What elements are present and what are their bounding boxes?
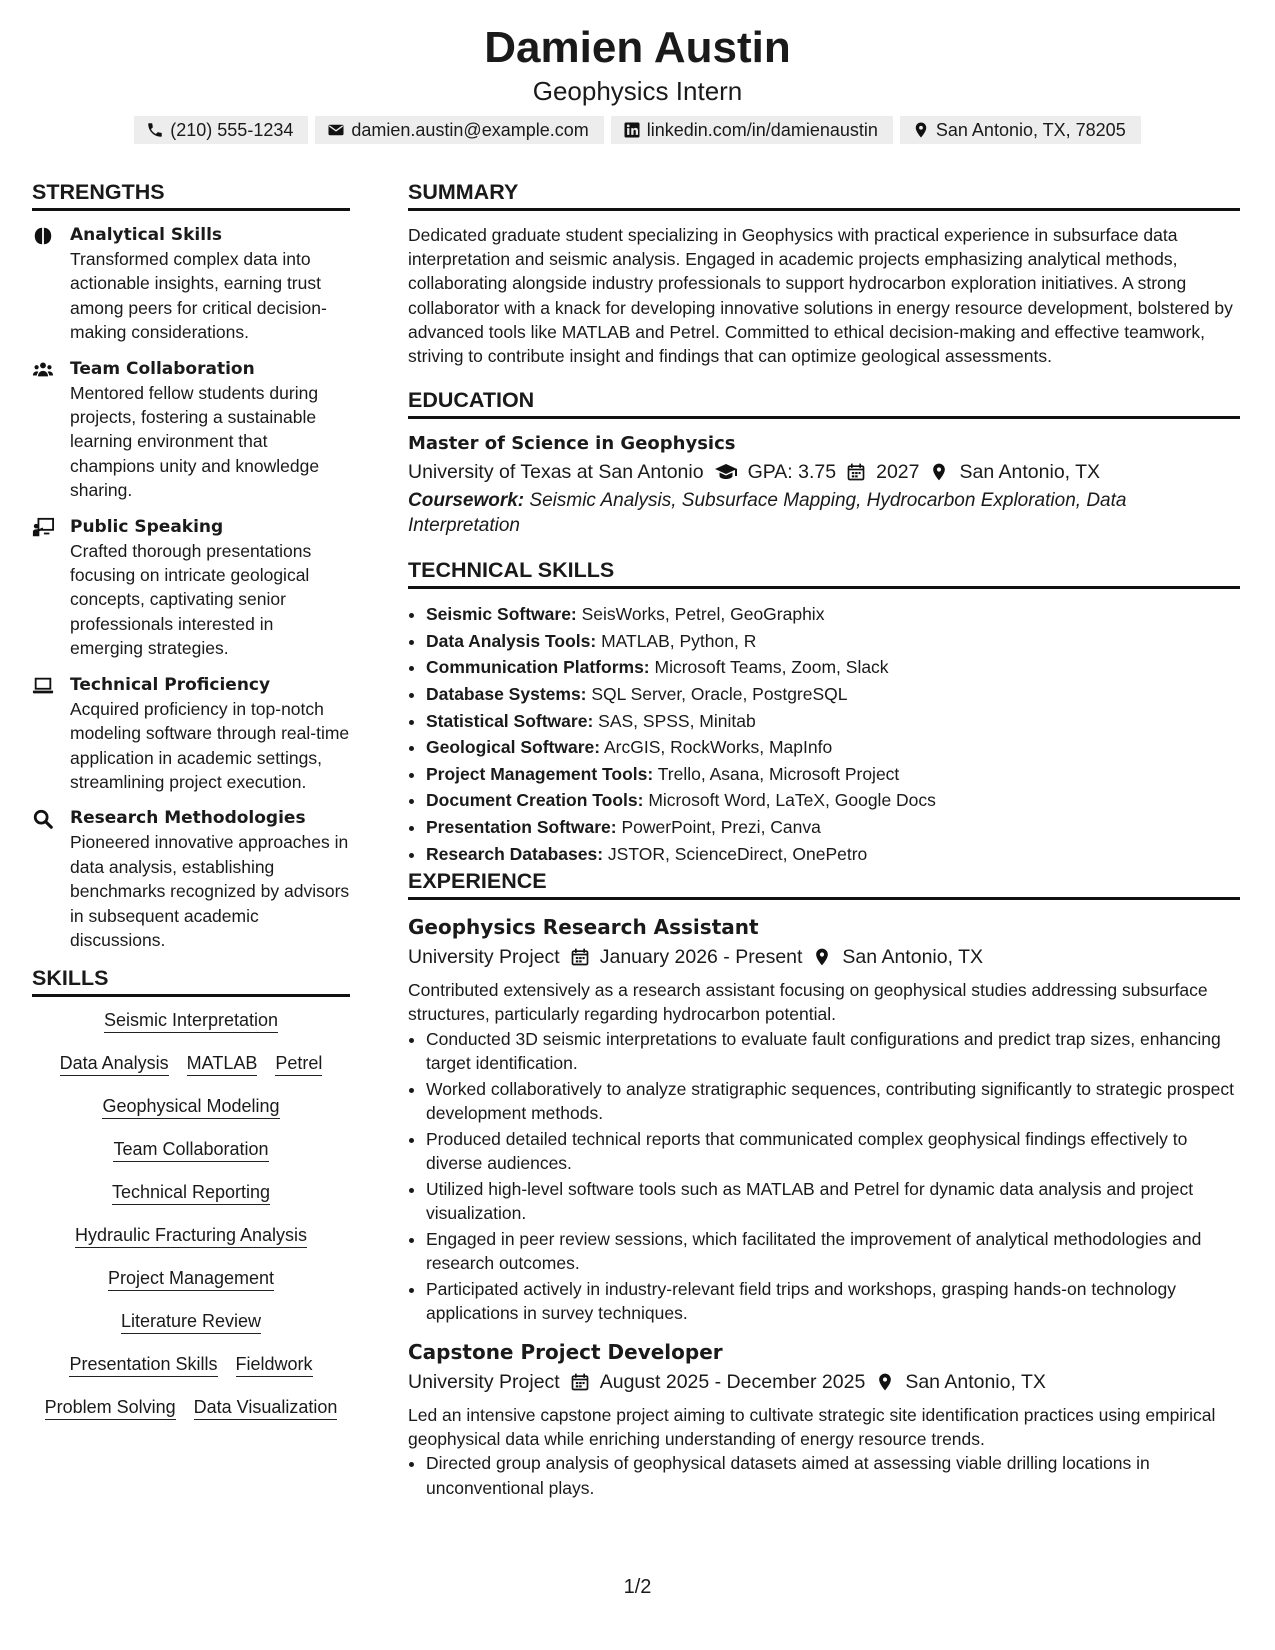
contact-linkedin[interactable] [611,116,893,144]
list-item [426,654,1240,681]
job-bullets [408,1451,1240,1499]
strength-title: Public Speaking [70,516,224,537]
calendar-icon [570,947,590,967]
coursework-list: Seismic Analysis, Subsurface Mapping, Hydrocarbon Exploration, Data Interpretation [408,490,1127,536]
skill-tag: Data Visualization [194,1396,338,1420]
skill-row [32,1095,350,1119]
coursework-label: Coursework: [408,490,525,512]
tech-skill-label: Research Databases: [426,843,604,864]
list-item: • Produced detailed technical reports that communicated complex geophysical findings effectively to diverse audiences. [426,1127,1240,1175]
list-item [426,787,1240,814]
skill-tag: Fieldwork [236,1353,313,1377]
map-pin-icon [812,947,832,967]
skill-tag: Hydraulic Fracturing Analysis [75,1224,307,1248]
job-org: University Project [408,946,560,969]
list-item [426,681,1240,708]
list-item: • Utilized high-level software tools such as MATLAB and Petrel for dynamic data analysis and project visualization. [426,1177,1240,1225]
job-title: Geophysics Research Assistant [408,915,759,940]
tech-skill-label: Project Management Tools: [426,763,654,784]
skill-row [32,1396,350,1420]
skill-row [32,1181,350,1205]
strength-text: Pioneered innovative approaches in data analysis, establishing benchmarks recognized by advisors in subsequent academic discussions. [70,832,350,950]
resume-header [0,20,1275,144]
list-item [426,601,1240,628]
skills-title: SKILLS [32,964,350,997]
tech-skill-value: SAS, SPSS, Minitab [598,710,756,731]
list-item [426,841,1240,868]
strength-title: Analytical Skills [70,225,223,245]
list-item [426,734,1240,761]
skill-tag: Geophysical Modeling [102,1095,279,1119]
strength-text: Transformed complex data into actionable insights, earning trust among peers for critical decision-making considerations. [70,249,327,343]
strength-item [32,223,350,345]
technical-skills-list [408,601,1240,867]
tech-skill-label: Data Analysis Tools: [426,630,597,651]
left-column [32,178,350,1439]
envelope-icon [327,121,345,139]
technical-skills-title: TECHNICAL SKILLS [408,556,1240,589]
tech-skill-value: Microsoft Word, LaTeX, Google Docs [648,790,936,811]
contact-location [900,116,1141,144]
tech-skill-label: Seismic Software: [426,604,577,625]
job-location: San Antonio, TX [842,946,983,969]
school-name: University of Texas at San Antonio [408,461,704,484]
skill-row [32,1224,350,1248]
skill-row [32,1267,350,1291]
coursework [408,489,1240,538]
tech-skill-label: Presentation Software: [426,816,617,837]
list-item [426,628,1240,655]
contact-bar [0,116,1275,144]
tech-skill-label: Communication Platforms: [426,657,650,678]
skill-row [32,1310,350,1334]
list-item: • Participated actively in industry-relevant field trips and workshops, grasping hands-on technology applications in survey techniques. [426,1277,1240,1325]
job-dates: August 2025 - December 2025 [599,1370,866,1393]
strength-item [32,515,350,661]
tech-skill-label: Geological Software: [426,737,601,758]
candidate-role: Geophysics Intern [532,76,743,106]
calendar-icon [570,1372,590,1392]
phone-icon [146,121,164,139]
list-item: • Engaged in peer review sessions, which facilitated the improvement of analytical methodologies and research outcomes. [426,1227,1240,1275]
list-item [426,761,1240,788]
contact-location-text: San Antonio, TX, 78205 [935,120,1126,140]
skill-tag: Presentation Skills [69,1353,217,1377]
education-meta [408,457,1240,487]
page-number: 1/2 [623,1576,652,1598]
job-meta [408,942,1240,972]
tech-skill-value: PowerPoint, Prezi, Canva [621,816,821,837]
candidate-name: Damien Austin [484,23,791,72]
tech-skill-label: Document Creation Tools: [426,790,644,811]
skills-list [32,1009,350,1420]
strengths-title: STRENGTHS [32,178,350,211]
job-entry [408,912,1240,1325]
map-pin-icon [912,121,930,139]
job-description: Contributed extensively as a research assistant focusing on geophysical studies addressing subsurface structures, particularly regarding hydrocarbon potential. [408,980,1208,1025]
strength-text: Crafted thorough presentations focusing on intricate geological concepts, captivating senior professionals interested in emerging strategies. [70,540,312,659]
linkedin-icon [623,121,641,139]
right-column [408,178,1240,1512]
brain-icon [32,223,70,345]
contact-email[interactable] [315,116,603,144]
skill-row [32,1353,350,1377]
skill-row [32,1052,350,1076]
strength-title: Technical Proficiency [70,674,271,695]
education-location: San Antonio, TX [959,461,1101,484]
contact-linkedin-text: linkedin.com/in/damienaustin [646,120,878,140]
experience-title: EXPERIENCE [408,867,1240,900]
tech-skill-value: JSTOR, ScienceDirect, OnePetro [607,843,868,864]
tech-skill-label: Database Systems: [426,684,587,704]
job-meta [408,1367,1240,1397]
skill-tag: Technical Reporting [112,1181,270,1205]
tech-skill-value: ArcGIS, RockWorks, MapInfo [603,737,833,758]
skill-row [32,1009,350,1033]
list-item: • Worked collaboratively to analyze stratigraphic sequences, contributing significantly to strategic prospect development methods. [426,1077,1240,1125]
job-entry [408,1337,1240,1500]
strength-item [32,673,350,795]
skill-tag: MATLAB [187,1052,258,1076]
strength-text: Mentored fellow students during projects, fostering a sustainable learning environment that champions unity and knowledge sharing. [70,382,320,501]
list-item [426,708,1240,735]
strength-title: Team Collaboration [70,358,255,379]
job-location: San Antonio, TX [905,1370,1046,1393]
graduation-year: 2027 [876,461,920,484]
gpa: GPA: 3.75 [747,461,837,484]
graduation-cap-icon [714,460,738,484]
tech-skill-value: Trello, Asana, Microsoft Project [657,763,900,784]
tech-skill-label: Statistical Software: [426,710,594,731]
skill-tag: Literature Review [121,1310,261,1334]
contact-phone-text: (210) 555-1234 [170,120,294,140]
presenter-icon [32,515,70,661]
skill-tag: Petrel [275,1052,322,1076]
laptop-icon [32,673,70,795]
job-description: Led an intensive capstone project aiming to cultivate strategic site identification practices using empirical geophysical data while enriching understanding of energy resource trends. [408,1404,1216,1450]
strength-item [32,357,350,503]
contact-email-text: damien.austin@example.com [351,120,589,140]
users-icon [32,357,70,503]
strength-text: Acquired proficiency in top-notch modeling software through real-time application in academic settings, streamlining project execution. [70,698,350,792]
search-icon [32,806,70,952]
skill-tag: Seismic Interpretation [104,1009,278,1033]
job-org: University Project [408,1370,560,1393]
skill-row [32,1138,350,1162]
list-item [426,814,1240,841]
tech-skill-value: SeisWorks, Petrel, GeoGraphix [581,604,825,625]
map-pin-icon [875,1372,895,1392]
map-pin-icon [929,462,949,482]
skill-tag: Problem Solving [45,1396,176,1420]
list-item: • Directed group analysis of geophysical datasets aimed at assessing viable drilling locations in unconventional plays. [426,1451,1240,1499]
skill-tag: Project Management [108,1267,274,1291]
summary-title: SUMMARY [408,178,1240,211]
strength-item [32,806,350,952]
summary-text: Dedicated graduate student specializing in Geophysics with practical experience in subsurface data interpretation and seismic analysis. Engaged in academic projects emphasizing analytical methods, collaborating alongside industry professionals to support hydrocarbon exploration initiatives. A strong collaborator with a knack for developing innovative solutions in energy resource development, bolstered by advanced tools like MATLAB and Petrel. Committed to ethical decision-making and effective teamwork, striving to contribute insight and findings that can optimize geological assessments. [408,225,1233,367]
skill-tag: Team Collaboration [113,1138,268,1162]
degree-name: Master of Science in Geophysics [408,433,736,455]
list-item: • Conducted 3D seismic interpretations to evaluate fault configurations and predict trap sizes, enhancing target identification. [426,1027,1240,1075]
job-bullets [408,1027,1240,1325]
calendar-icon [846,462,866,482]
tech-skill-value: MATLAB, Python, R [601,630,757,651]
strength-title: Research Methodologies [70,808,306,829]
job-title: Capstone Project Developer [408,1339,723,1364]
education-title: EDUCATION [408,386,1240,419]
tech-skill-value: SQL Server, Oracle, PostgreSQL [591,684,848,704]
contact-phone[interactable] [134,116,308,144]
tech-skill-value: Microsoft Teams, Zoom, Slack [654,657,889,678]
job-dates: January 2026 - Present [599,946,803,969]
skill-tag: Data Analysis [60,1052,169,1076]
